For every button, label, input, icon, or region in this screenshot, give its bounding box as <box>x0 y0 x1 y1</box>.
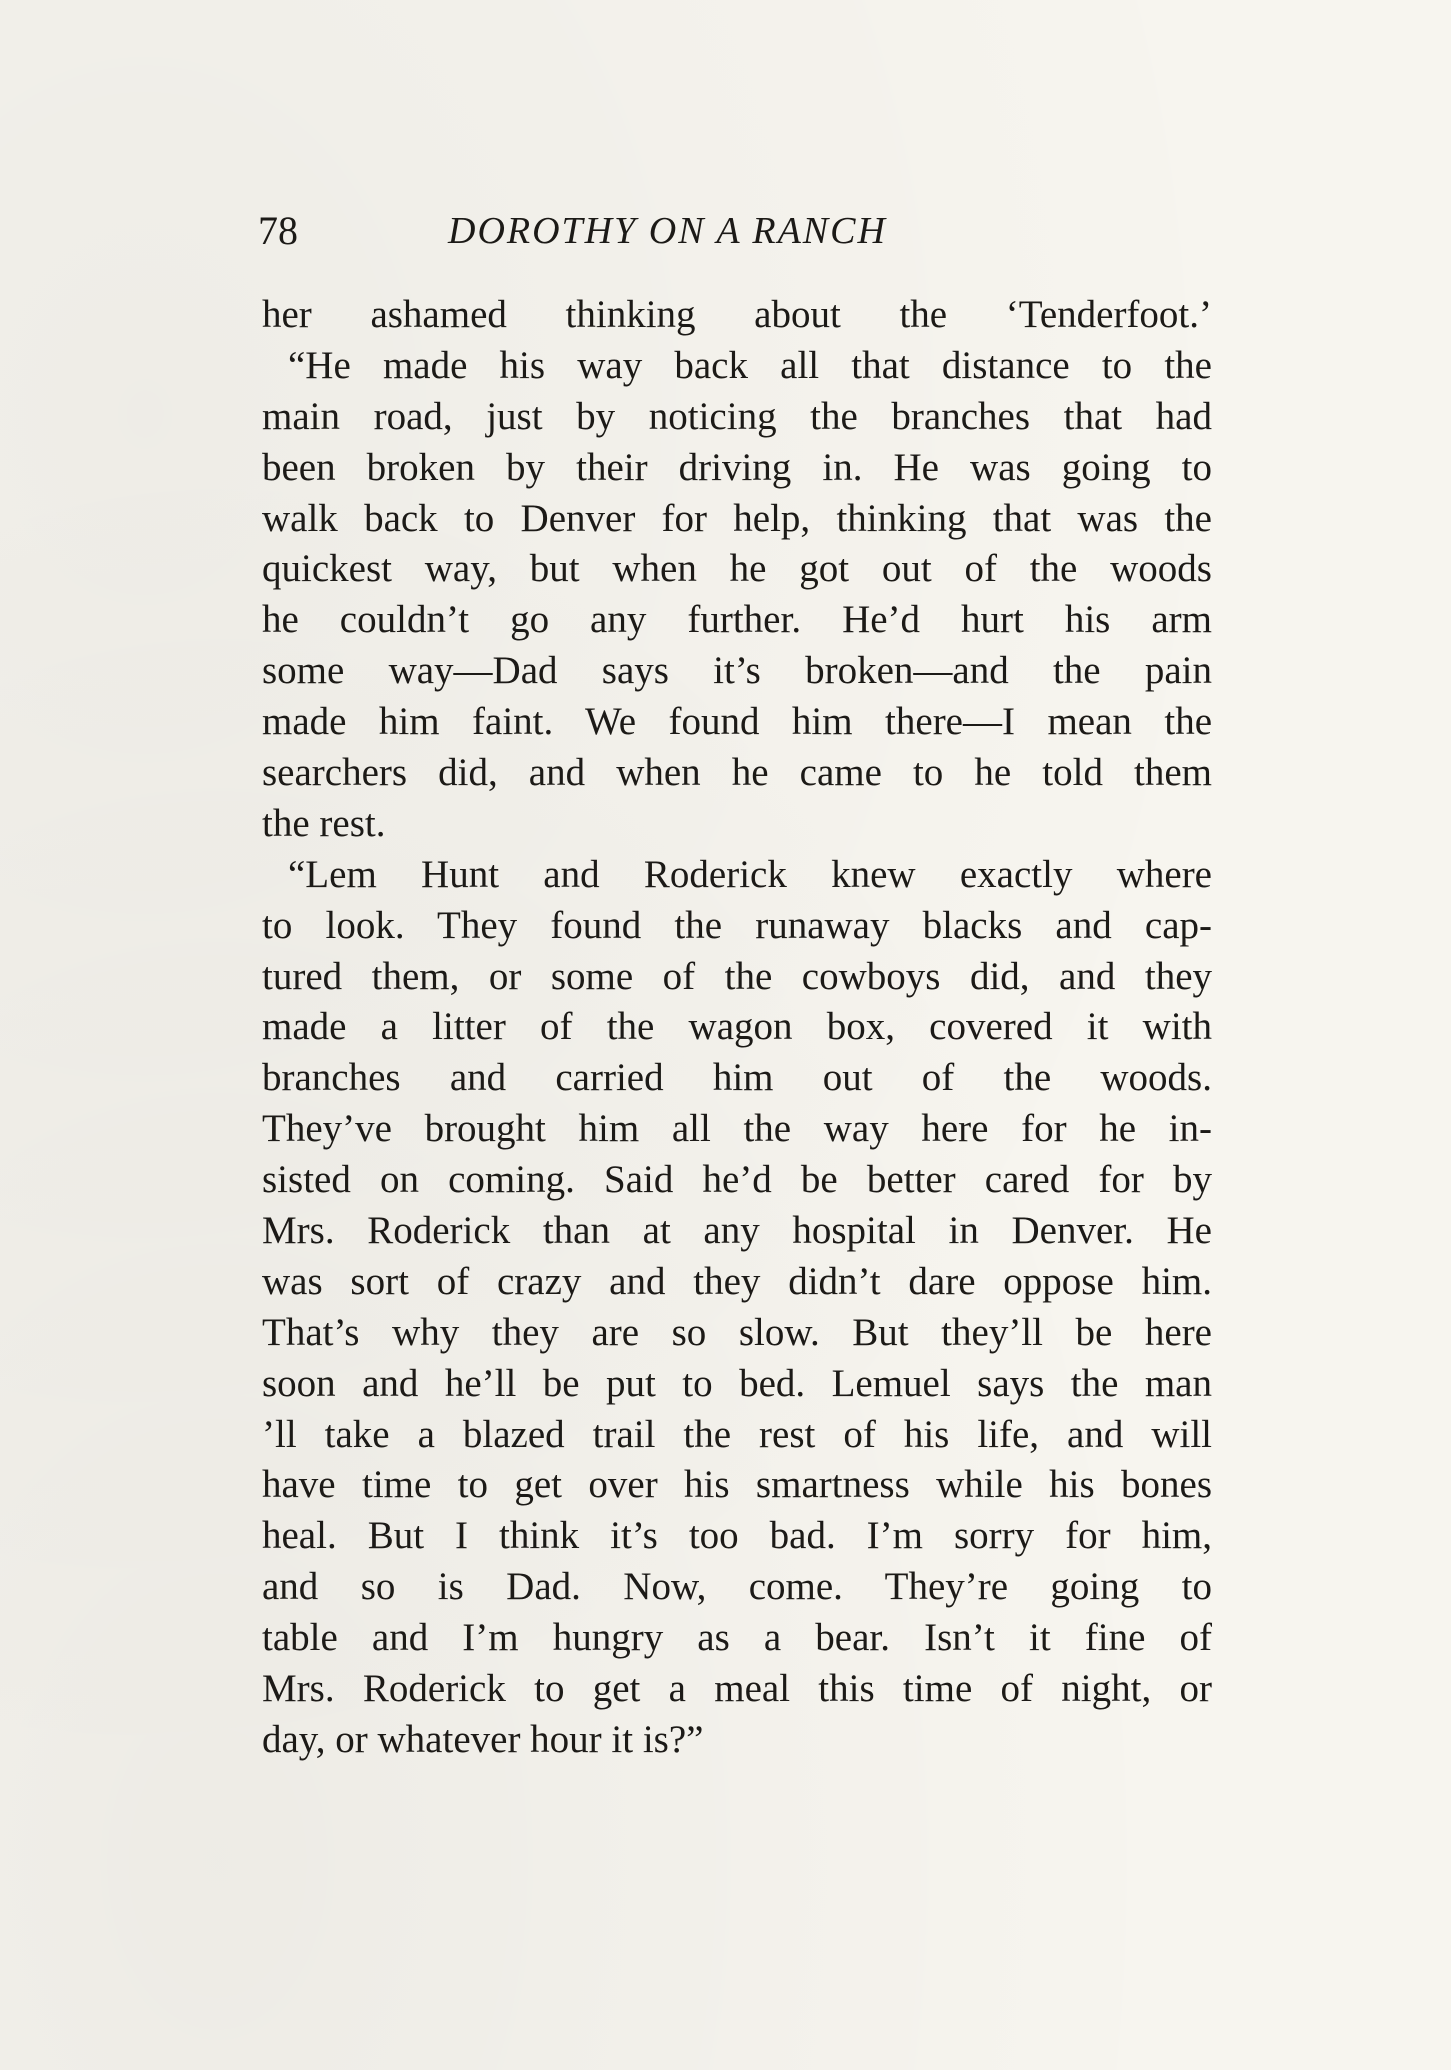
text-line: table and I’m hungry as a bear. Isn’t it fine of <box>262 1616 1212 1660</box>
text-line: he couldn’t go any further. He’d hurt his arm <box>262 598 1212 642</box>
text-line: have time to get over his smartness while his bones <box>262 1463 1212 1507</box>
book-title: DOROTHY ON A RANCH <box>448 210 887 252</box>
text-line: main road, just by noticing the branches that had <box>262 394 1212 438</box>
running-head <box>258 205 1218 257</box>
text-line: searchers did, and when he came to he told them <box>262 751 1212 795</box>
page-number: 78 <box>258 208 298 253</box>
text-line: made a litter of the wagon box, covered it with <box>262 1005 1212 1049</box>
text-line: quickest way, but when he got out of the woods <box>262 547 1212 591</box>
text-line: “He made his way back all that distance to the <box>288 343 1212 387</box>
text-line: to look. They found the runaway blacks and cap- <box>262 903 1212 947</box>
text-line: soon and he’ll be put to bed. Lemuel says the man <box>262 1361 1212 1405</box>
text-line: made him faint. We found him there—I mean the <box>262 700 1212 744</box>
text-line: Mrs. Roderick to get a meal this time of night, or <box>262 1667 1212 1711</box>
text-line: day, or whatever hour it is?” <box>262 1717 704 1761</box>
text-line: ’ll take a blazed trail the rest of his life, and will <box>262 1412 1212 1456</box>
text-line: They’ve brought him all the way here for he in- <box>262 1107 1212 1151</box>
text-line: sisted on coming. Said he’d be better cared for by <box>262 1158 1212 1202</box>
text-line: been broken by their driving in. He was going to <box>262 445 1212 489</box>
text-line: That’s why they are so slow. But they’ll be here <box>262 1310 1212 1354</box>
text-line: was sort of crazy and they didn’t dare oppose him. <box>262 1259 1212 1303</box>
text-line: her ashamed thinking about the ‘Tenderfoot.’ <box>262 293 1212 336</box>
text-line: “Lem Hunt and Roderick knew exactly where <box>288 852 1212 896</box>
text-line: walk back to Denver for help, thinking that was the <box>262 496 1212 540</box>
text-line: some way—Dad says it’s broken—and the pain <box>262 649 1212 693</box>
text-line: and so is Dad. Now, come. They’re going to <box>262 1565 1212 1609</box>
text-line: the rest. <box>262 801 386 845</box>
body-text <box>262 290 1212 1766</box>
text-line: heal. But I think it’s too bad. I’m sorry for him, <box>262 1514 1212 1558</box>
text-line: Mrs. Roderick than at any hospital in Denver. He <box>262 1209 1212 1253</box>
text-line: branches and carried him out of the woods. <box>262 1056 1212 1100</box>
text-line: tured them, or some of the cowboys did, and they <box>262 954 1212 998</box>
